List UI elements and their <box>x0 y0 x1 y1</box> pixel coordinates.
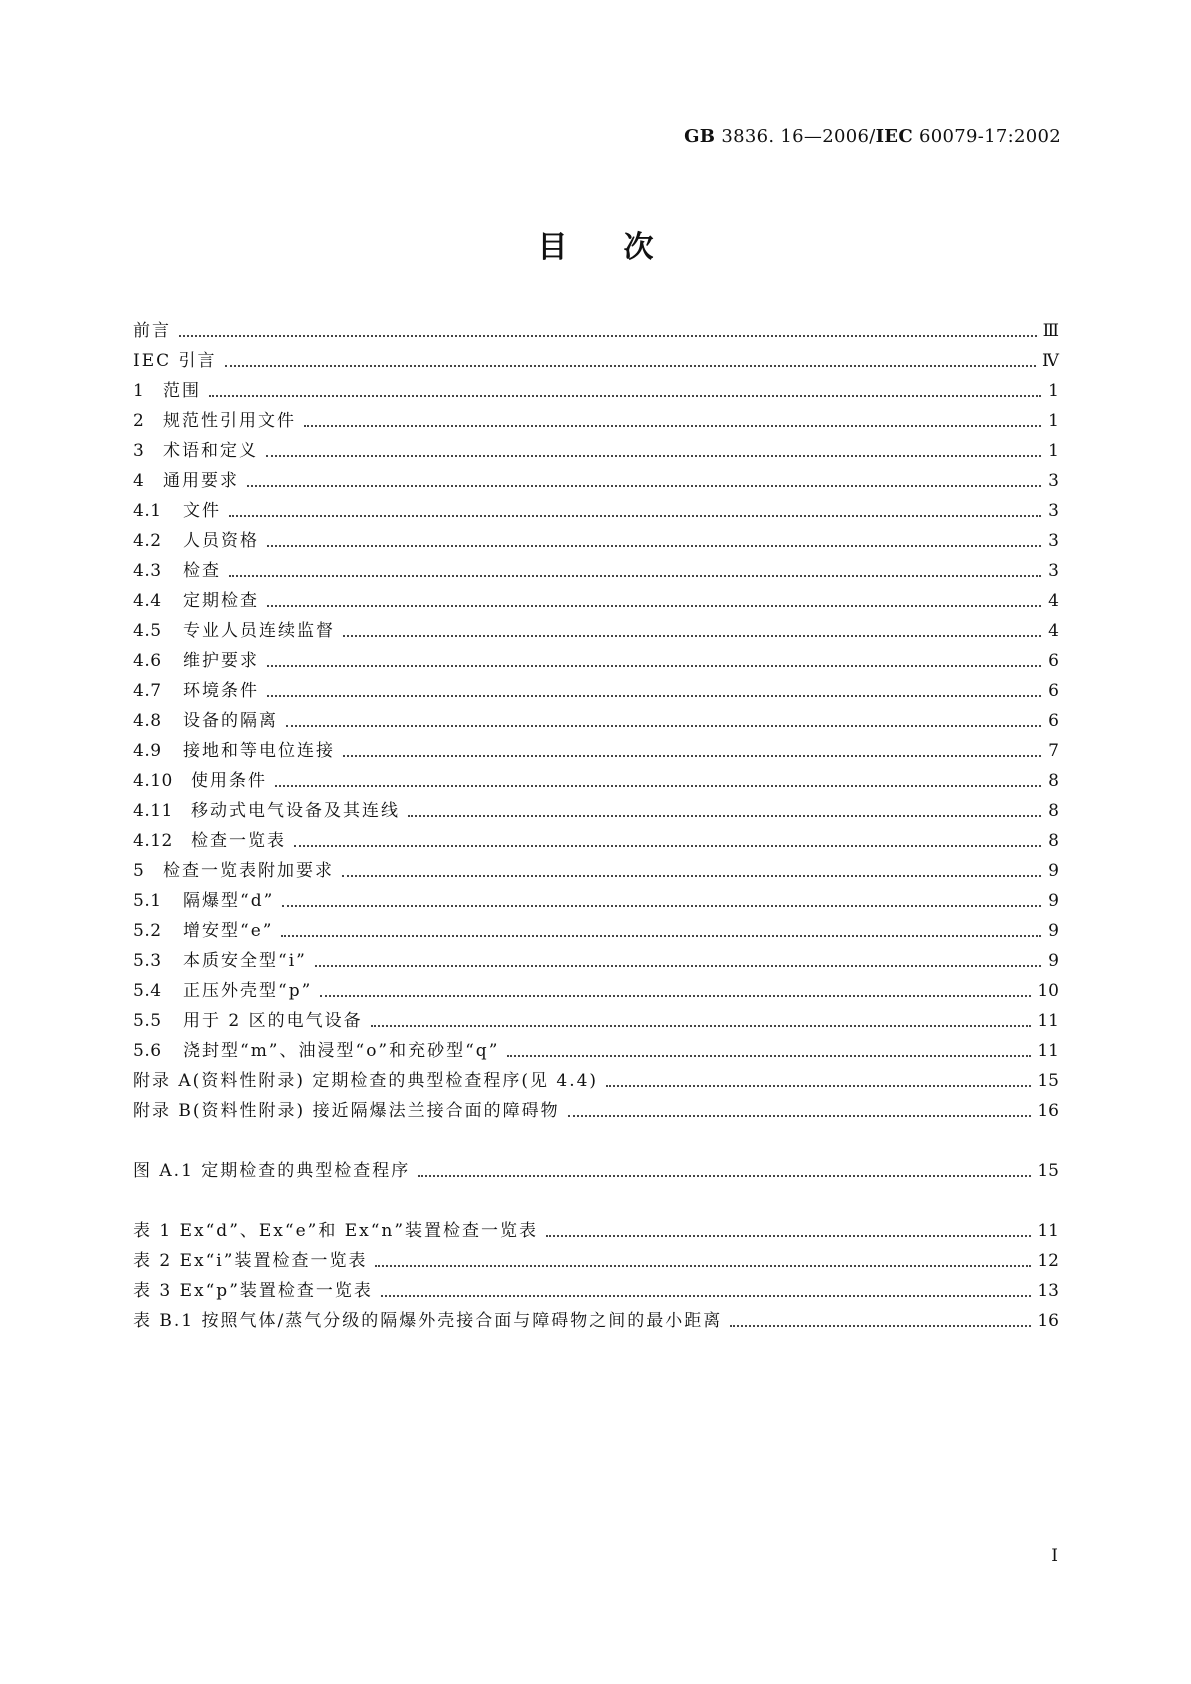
toc-entry-page: 11 <box>1037 1041 1059 1061</box>
toc-entry-label: 规范性引用文件 <box>163 411 296 431</box>
toc-dot-leader <box>294 844 1041 847</box>
toc-entry-label: 表 B.1 按照气体/蒸气分级的隔爆外壳接合面与障碍物之间的最小距离 <box>133 1311 723 1331</box>
toc-entry-page: 3 <box>1048 561 1059 581</box>
toc-entry-number: 3 <box>133 441 145 461</box>
toc-entry[interactable] <box>133 676 1059 702</box>
toc-entry[interactable] <box>133 886 1059 912</box>
toc-entry-label: 本质安全型“i” <box>183 951 307 971</box>
toc-dot-leader <box>343 634 1041 637</box>
toc-entry-number: 4.11 <box>133 801 173 821</box>
toc-entry-number: 4.5 <box>133 621 162 641</box>
toc-entry[interactable] <box>133 646 1059 672</box>
toc-dot-leader <box>266 454 1041 457</box>
toc-entry[interactable] <box>133 346 1059 372</box>
toc-entry[interactable] <box>133 706 1059 732</box>
toc-entry[interactable] <box>133 1276 1059 1302</box>
toc-entry[interactable] <box>133 526 1059 552</box>
toc-entry-label: 表 1 Ex“d”、Ex“e”和 Ex“n”装置检查一览表 <box>133 1221 539 1241</box>
toc-entry-page: 13 <box>1037 1281 1059 1301</box>
toc-dot-leader <box>568 1114 1032 1117</box>
page-number: Ⅰ <box>1051 1546 1058 1566</box>
toc-entry-page: 11 <box>1037 1221 1059 1241</box>
toc-entry-number: 5.6 <box>133 1041 162 1061</box>
toc-dot-leader <box>281 934 1041 937</box>
toc-entry-page: 9 <box>1048 891 1059 911</box>
toc-entry[interactable] <box>133 736 1059 762</box>
toc-entry[interactable] <box>133 1066 1059 1092</box>
toc-entry-page: 15 <box>1037 1071 1059 1091</box>
toc-entry-page: 16 <box>1037 1311 1059 1331</box>
toc-dot-leader <box>371 1024 1032 1027</box>
toc-dot-leader <box>375 1264 1031 1267</box>
toc-entry[interactable] <box>133 466 1059 492</box>
toc-dot-leader <box>275 784 1041 787</box>
toc-entry-label: 维护要求 <box>183 651 259 671</box>
toc-entry-label: 通用要求 <box>163 471 239 491</box>
toc-entry[interactable] <box>133 826 1059 852</box>
toc-entry-number: 5.4 <box>133 981 162 1001</box>
toc-entry-page: 3 <box>1048 501 1059 521</box>
toc-entry-label: 图 A.1 定期检查的典型检查程序 <box>133 1161 411 1181</box>
toc-entry-number: 4.4 <box>133 591 162 611</box>
toc-entry-page: 1 <box>1048 411 1059 431</box>
toc-entry-number: 5.5 <box>133 1011 162 1031</box>
toc-dot-leader <box>606 1084 1031 1087</box>
toc-entry-label: 范围 <box>163 381 201 401</box>
toc-entry-number: 4.10 <box>133 771 173 791</box>
toc-entry-label: 表 2 Ex“i”装置检查一览表 <box>133 1251 368 1271</box>
toc-entry[interactable] <box>133 976 1059 1002</box>
toc-entry[interactable] <box>133 946 1059 972</box>
toc-entry-page: 8 <box>1048 831 1059 851</box>
toc-dot-leader <box>343 754 1041 757</box>
standard-code <box>684 126 1061 147</box>
toc-dot-leader <box>282 904 1041 907</box>
toc-entry[interactable] <box>133 766 1059 792</box>
toc-dot-leader <box>315 964 1041 967</box>
toc-entry-page: 9 <box>1048 861 1059 881</box>
toc-entry-page: 9 <box>1048 921 1059 941</box>
page-title: 目次 <box>537 230 710 265</box>
toc-entry-number: 5 <box>133 861 145 881</box>
toc-dot-leader <box>381 1294 1031 1297</box>
toc-entry-number: 4.8 <box>133 711 162 731</box>
toc-entry-page: 3 <box>1048 531 1059 551</box>
toc-dot-leader <box>229 514 1041 517</box>
toc-entry-number: 4.12 <box>133 831 173 851</box>
toc-entry[interactable] <box>133 1156 1059 1182</box>
toc-dot-leader <box>546 1234 1031 1237</box>
standard-code-mid: 3836. 16—2006/ <box>715 126 876 147</box>
toc-entry[interactable] <box>133 1036 1059 1062</box>
toc-entry[interactable] <box>133 586 1059 612</box>
toc-entry[interactable] <box>133 496 1059 522</box>
toc-entry-page: 10 <box>1037 981 1059 1001</box>
toc-entry-label: 设备的隔离 <box>183 711 278 731</box>
toc-entry-number: 4.2 <box>133 531 162 551</box>
toc-entry-page: 11 <box>1037 1011 1059 1031</box>
toc-entry-label: 隔爆型“d” <box>183 891 275 911</box>
toc-entry-page: 6 <box>1048 711 1059 731</box>
toc-entry-page: 12 <box>1037 1251 1059 1271</box>
toc-entry-label: 接地和等电位连接 <box>183 741 335 761</box>
toc-entry[interactable] <box>133 1096 1059 1122</box>
toc-entry-label: 附录 B(资料性附录) 接近隔爆法兰接合面的障碍物 <box>133 1101 560 1121</box>
toc-entry[interactable] <box>133 556 1059 582</box>
toc-entry-page: 9 <box>1048 951 1059 971</box>
toc-entry-page: 8 <box>1048 801 1059 821</box>
toc-entry[interactable] <box>133 616 1059 642</box>
toc-entry-label: IEC 引言 <box>133 351 217 371</box>
toc-entry-label: 浇封型“m”、油浸型“o”和充砂型“q” <box>183 1041 500 1061</box>
toc-dot-leader <box>267 604 1041 607</box>
toc-entry-label: 检查 <box>183 561 221 581</box>
toc-entry[interactable] <box>133 376 1059 402</box>
toc-entry-label: 增安型“e” <box>183 921 274 941</box>
toc-dot-leader <box>247 484 1041 487</box>
toc-dot-leader <box>304 424 1041 427</box>
toc-dot-leader <box>267 544 1041 547</box>
toc-entry-label: 移动式电气设备及其连线 <box>191 801 400 821</box>
toc-entry[interactable] <box>133 406 1059 432</box>
standard-code-gb: GB <box>684 126 716 147</box>
toc-entry-page: 4 <box>1048 621 1059 641</box>
toc-dot-leader <box>730 1324 1031 1327</box>
toc-entry-number: 5.3 <box>133 951 162 971</box>
toc-entry-label: 用于 2 区的电气设备 <box>183 1011 363 1031</box>
toc-entry[interactable] <box>133 1246 1059 1272</box>
toc-entry-page: 1 <box>1048 441 1059 461</box>
toc-entry-label: 附录 A(资料性附录) 定期检查的典型检查程序(见 4.4) <box>133 1071 599 1091</box>
toc-dot-leader <box>408 814 1041 817</box>
toc-entry-page: 1 <box>1048 381 1059 401</box>
toc-dot-leader <box>418 1174 1031 1177</box>
toc-entry-page: 4 <box>1048 591 1059 611</box>
toc-entry-label: 定期检查 <box>183 591 259 611</box>
toc-entry-number: 5.2 <box>133 921 162 941</box>
toc-entry-label: 正压外壳型“p” <box>183 981 313 1001</box>
toc-dot-leader <box>320 994 1031 997</box>
toc-entry-label: 检查一览表 <box>191 831 286 851</box>
toc-entry[interactable] <box>133 1006 1059 1032</box>
toc-entry-number: 4 <box>133 471 145 491</box>
toc-entry-label: 使用条件 <box>191 771 267 791</box>
toc-dot-leader <box>225 364 1036 367</box>
toc-entry-number: 4.3 <box>133 561 162 581</box>
toc-entry-label: 人员资格 <box>183 531 259 551</box>
toc-entry-page: 7 <box>1048 741 1059 761</box>
toc-entry-label: 专业人员连续监督 <box>183 621 335 641</box>
toc-entry-page: 3 <box>1048 471 1059 491</box>
standard-code-iec: IEC <box>875 126 913 147</box>
toc-dot-leader <box>342 874 1041 877</box>
toc-entry-label: 文件 <box>183 501 221 521</box>
toc-dot-leader <box>507 1054 1031 1057</box>
toc-entry[interactable] <box>133 1216 1059 1242</box>
toc-entry-number: 4.6 <box>133 651 162 671</box>
toc-entry[interactable] <box>133 316 1059 342</box>
toc-dot-leader <box>267 664 1041 667</box>
toc-entry[interactable] <box>133 1306 1059 1332</box>
toc-entry-label: 表 3 Ex“p”装置检查一览表 <box>133 1281 373 1301</box>
toc-entry-number: 4.9 <box>133 741 162 761</box>
toc-entry-page: 16 <box>1037 1101 1059 1121</box>
toc-entry[interactable] <box>133 436 1059 462</box>
toc-entry-number: 2 <box>133 411 145 431</box>
toc-dot-leader <box>286 724 1041 727</box>
toc-entry[interactable] <box>133 796 1059 822</box>
toc-entry-number: 4.7 <box>133 681 162 701</box>
toc-entry-page: Ⅳ <box>1042 351 1059 371</box>
toc-entry-page: 6 <box>1048 681 1059 701</box>
toc-dot-leader <box>179 334 1037 337</box>
toc-entry-page: 15 <box>1037 1161 1059 1181</box>
toc-entry[interactable] <box>133 916 1059 942</box>
toc-entry-page: 6 <box>1048 651 1059 671</box>
toc-dot-leader <box>267 694 1041 697</box>
toc-entry-label: 检查一览表附加要求 <box>163 861 334 881</box>
standard-code-tail: 60079-17:2002 <box>912 126 1061 147</box>
toc-dot-leader <box>229 574 1041 577</box>
toc-entry-number: 4.1 <box>133 501 162 521</box>
toc-entry-page: 8 <box>1048 771 1059 791</box>
toc-entry[interactable] <box>133 856 1059 882</box>
toc-entry-label: 环境条件 <box>183 681 259 701</box>
toc-dot-leader <box>209 394 1041 397</box>
toc-entry-number: 1 <box>133 381 145 401</box>
toc-entry-label: 术语和定义 <box>163 441 258 461</box>
toc-entry-number: 5.1 <box>133 891 162 911</box>
toc-entry-label: 前言 <box>133 321 171 341</box>
toc-entry-page: Ⅲ <box>1042 321 1059 341</box>
